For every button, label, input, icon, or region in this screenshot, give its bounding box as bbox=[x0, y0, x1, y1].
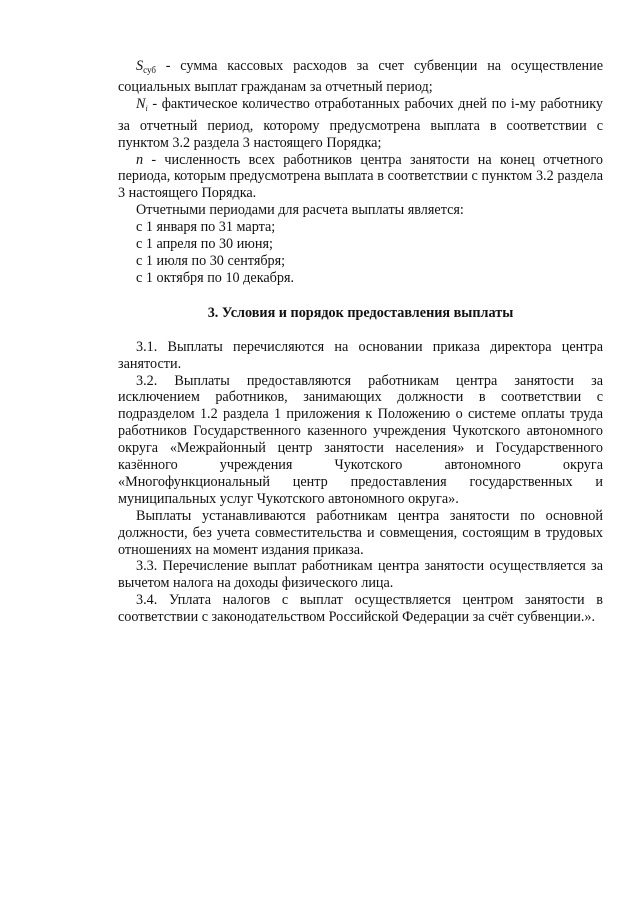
section-3-title: 3. Условия и порядок предоставления выплаты bbox=[207, 304, 514, 321]
definition-s-sub bbox=[118, 58, 603, 96]
paragraph-3-2-continued: Выплаты устанавливаются работникам центра занятости по основной должности, без учета совместительства и совмещения, состоящим в трудовых отношениях на момент издания приказа. bbox=[118, 507, 603, 558]
spacer bbox=[118, 287, 603, 305]
paragraph-3-3: 3.3. Перечисление выплат работникам центра занятости осуществляется за вычетом налога на доходы физического лица. bbox=[118, 558, 603, 592]
symbol-n-capital: N bbox=[136, 95, 146, 112]
periods-intro: Отчетными периодами для расчета выплаты является: bbox=[136, 202, 464, 219]
subscript-sub: суб bbox=[143, 65, 156, 75]
paragraph-3-4: 3.4. Уплата налогов с выплат осуществляется центром занятости в соответствии с законодательством Российской Федерации за счёт субвенции.». bbox=[118, 592, 603, 626]
paragraph-3-1: 3.1. Выплаты перечисляются на основании приказа директора центра занятости. bbox=[118, 338, 603, 372]
paragraph-3-2: 3.2. Выплаты предоставляются работникам центра занятости за исключением работников, занимающих должности в соответствии с подразделом 1.2 раздела 1 приложения к Положению о системе оплаты труда работников Государственного казенного учреждения Чукотского автономного округа «Межрайонный центр занятости населения» и Государственного казённого учреждения Чукотского автономного округа «Многофункциональный центр предоставления государственных и муниципальных услуг Чукотского автономного округа». bbox=[118, 372, 603, 507]
period-item-1: с 1 января по 31 марта; bbox=[136, 219, 276, 236]
symbol-n: n bbox=[136, 151, 144, 168]
period-item-4: с 1 октября по 10 декабря. bbox=[136, 269, 295, 286]
definition-n-i bbox=[118, 96, 603, 152]
definition-n bbox=[118, 152, 603, 203]
document-body bbox=[118, 58, 603, 626]
period-item-2: с 1 апреля по 30 июня; bbox=[136, 236, 273, 253]
definition-s-sub-text: - сумма кассовых расходов за счет субвенции на осуществление социальных выплат гражданам за отчетный период; bbox=[118, 58, 603, 95]
definition-n-text: - численность всех работников центра занятости на конец отчетного периода, которым предусмотрена выплата в соответствии с пунктом 3.2 раздела 3 настоящего Порядка. bbox=[118, 151, 603, 202]
symbol-s: S bbox=[136, 58, 144, 74]
spacer bbox=[118, 322, 603, 339]
period-item-3: с 1 июля по 30 сентября; bbox=[136, 252, 286, 269]
definition-n-i-text: - фактическое количество отработанных рабочих дней по i-му работнику за отчетный период, которому предусмотрена выплата в соответствии с пунктом 3.2 раздела 3 настоящего Порядка; bbox=[118, 95, 603, 151]
subscript-i: i bbox=[145, 103, 148, 113]
